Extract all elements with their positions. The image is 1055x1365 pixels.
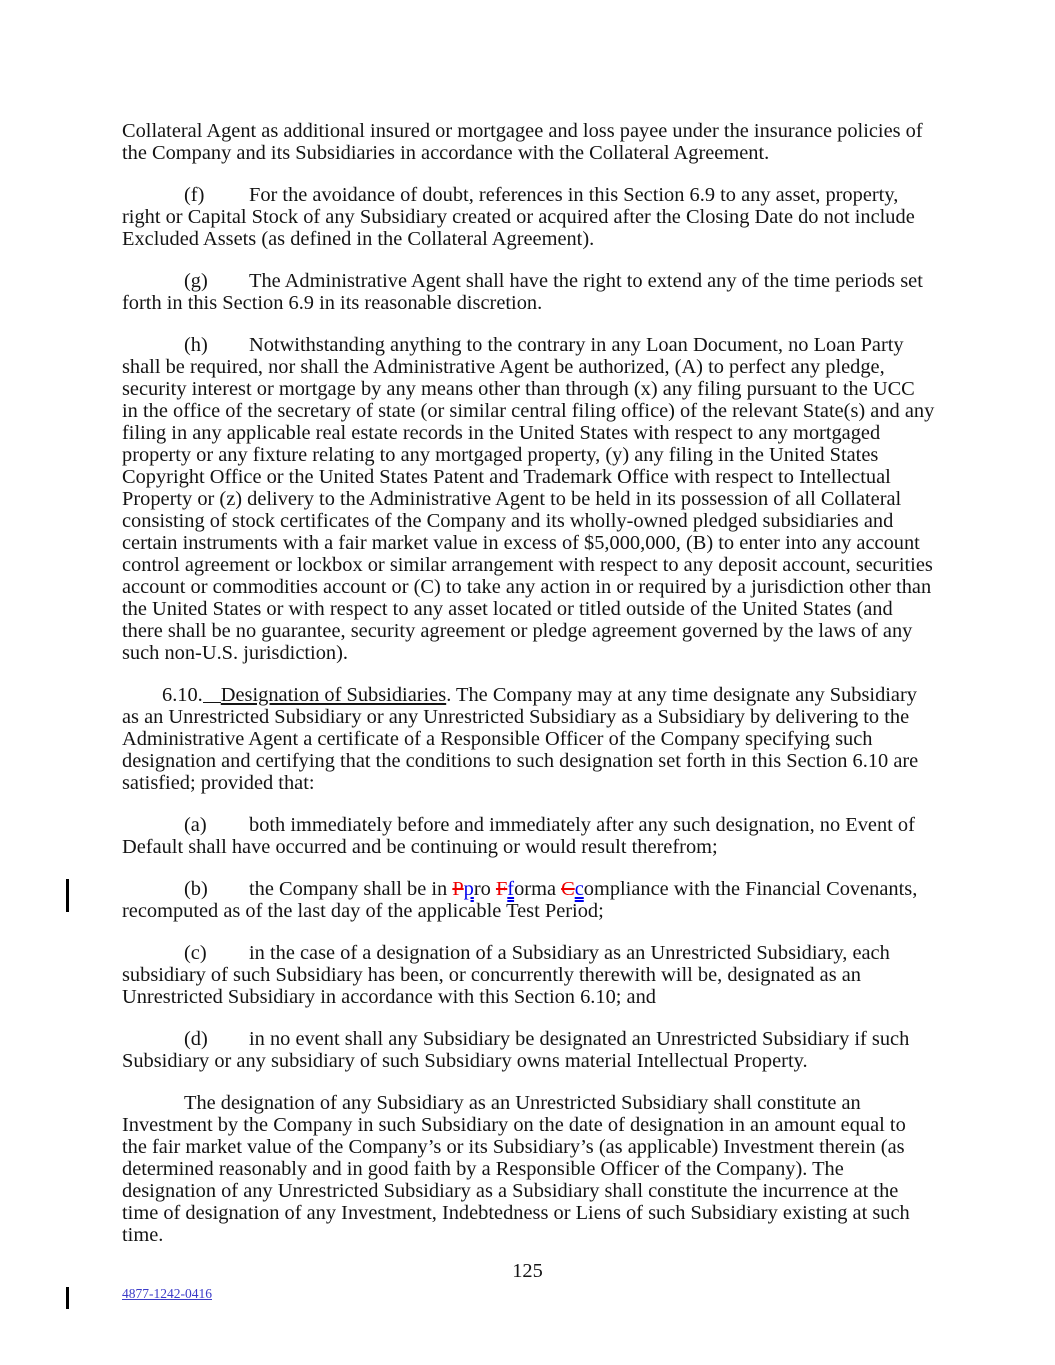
paragraph-b-label: (b) [184,878,208,900]
paragraph-g [122,270,935,314]
paragraph-closing: The designation of any Subsidiary as an Unrestricted Subsidiary shall constitute an Investment by the Company in such Subsidiary on the date of designation in an amount equal to the fair market value of the Company’s or its Subsidiary’s (as applicable) Investment therein (as determined reasonably and in good faith by a Responsible Officer of the Company). The designation of any Unrestricted Subsidiary as a Subsidiary shall constitute the incurrence at the time of designation of any Investment, Indebtedness or Liens of such Subsidiary existing at such time. [122,1092,910,1246]
paragraph-f-label: (f) [184,184,205,206]
change-bar [66,879,69,912]
paragraph-h-label: (h) [184,334,208,356]
paragraph-d-label: (d) [184,1028,208,1050]
paragraph-b-text-post: ompliance with the Financial Covenants, recomputed as of the last day of the applicable Test Period; [122,878,918,922]
paragraph-d [122,1028,935,1072]
page-number: 125 [512,1260,543,1282]
paragraph-f-text: For the avoidance of doubt, references in this Section 6.9 to any asset, property, right or Capital Stock of any Subsidiary created or acquired after the Closing Date do not include Excluded Assets (as defined in the Collateral Agreement). [122,184,915,250]
paragraph-g-label: (g) [184,270,208,292]
paragraph-a-text: both immediately before and immediately after any such designation, no Event of Default shall have occurred and be continuing or would result therefrom; [122,814,915,858]
paragraph-c [122,942,935,1008]
section-body-text: . The Company may at any time designate any Subsidiary as an Unrestricted Subsidiary or any Unrestricted Subsidiary as a Subsidiary by delivering to the Administrative Agent a certificate of a Responsible Officer of the Company specifying such designation and certifying that the conditions to such designation set forth in this Section 6.10 are satisfied; provided that: [122,684,919,794]
paragraph-b-text-pre: the Company shall be in [249,878,453,900]
document-id-stamp: 4877-1242-0416 [122,1286,212,1301]
paragraph-c-text: in the case of a designation of a Subsidiary as an Unrestricted Subsidiary, each subsidiary of such Subsidiary has been, or concurrently therewith will be, designated as an Unrestricted Subsidiary in accordance with this Section 6.10; and [122,942,890,1008]
inserted-text: f [507,878,515,900]
paragraph-g-text: The Administrative Agent shall have the right to extend any of the time periods set forth in this Section 6.9 in its reasonable discretion. [122,270,923,314]
inserted-text: p [463,878,474,900]
change-bar [66,1287,69,1309]
paragraph-d-text: in no event shall any Subsidiary be designated an Unrestricted Subsidiary if such Subsidiary or any subsidiary of such Subsidiary owns material Intellectual Property. [122,1028,910,1072]
deleted-text: C [561,878,575,900]
section-heading: Designation of Subsidiaries [220,684,447,706]
deleted-text: P [452,878,464,900]
paragraph-b [122,878,935,922]
paragraph-h-text: Notwithstanding anything to the contrary in any Loan Document, no Loan Party shall be required, nor shall the Administrative Agent be authorized, (A) to perfect any pledge, security interest or mortgage by any means other than through (x) any filing pursuant to the UCC in the office of the secretary of state (or similar central filing office) of the relevant State(s) and any filing in any applicable real estate records in the United States with respect to any mortgaged property or any fixture relating to any mortgaged property, (y) any filing in the United States Copyright Office or the United States Patent and Trademark Office with respect to Intellectual Property or (z) delivery to the Administrative Agent to be held in its possession of all Collateral consisting of stock certificates of the Company and its wholly-owned pledged subsidiaries and certain instruments with a fair market value in excess of $5,000,000, (B) to enter into any account control agreement or lockbox or similar arrangement with respect to any deposit account, securities account or commodities account or (C) to take any action in or required by a jurisdiction other than the United States or with respect to any asset located or titled outside of the United States (and there shall be no guarantee, security agreement or pledge agreement governed by the laws of any such non-U.S. jurisdiction). [122,334,935,664]
paragraph-a-label: (a) [184,814,207,836]
deleted-text: F [495,878,508,900]
paragraph-a [122,814,935,858]
paragraph-c-label: (c) [184,942,207,964]
paragraph-b-text-mid1: ro [473,878,496,900]
paragraph-continuation: Collateral Agent as additional insured or mortgagee and loss payee under the insurance policies of the Company and its Subsidiaries in accordance with the Collateral Agreement. [122,120,923,164]
section-number: 6.10. [162,684,203,706]
paragraph-f [122,184,935,250]
inserted-text: c [574,878,584,900]
paragraph-section-6-10 [122,684,935,794]
paragraph-h [122,334,935,664]
heading-underline-spacer [203,698,221,703]
paragraph-b-text-mid2: orma [514,878,562,900]
